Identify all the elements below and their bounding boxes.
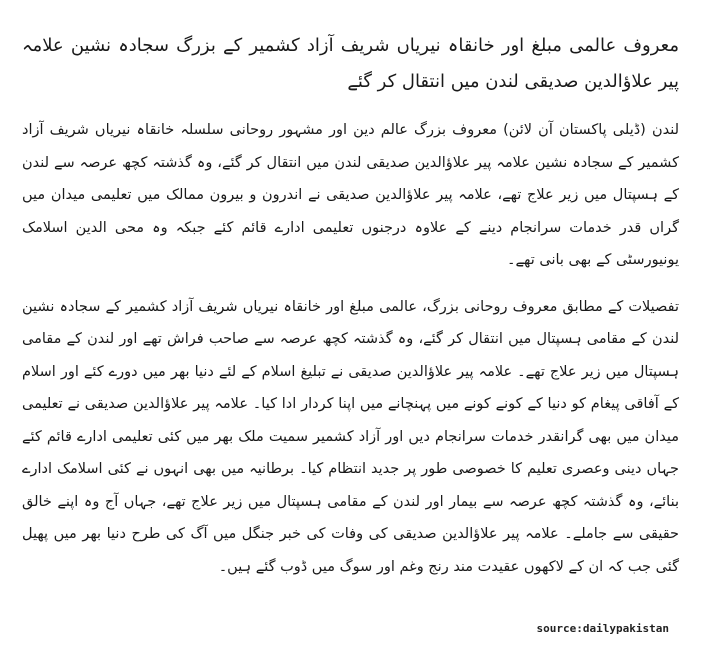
source-credit: source:dailypakistan bbox=[536, 622, 669, 635]
article-headline: معروف عالمی مبلغ اور خانقاہ نیریاں شریف آزاد کشمیر کے بزرگ سجادہ نشین علامہ پیر علاؤالدین صدیقی لندن میں انتقال کر گئے bbox=[22, 35, 679, 92]
article-paragraph-2: تفصیلات کے مطابق معروف روحانی بزرگ، عالمی مبلغ اور خانقاہ نیریاں شریف آزاد کشمیر کے سجادہ نشین لندن کے مقامی ہسپتال میں انتقال کر گئے، وہ گذشتہ کچھ عرصہ سے صاحب فراش تھے اور لندن کے مقامی ہسپتال میں زیر علاج تھے۔ علامہ پیر علاؤالدین صدیقی نے تبلیغ اسلام کے لئے دنیا بھر میں دورے کئے اور اسلام کے آفاقی پیغام کو دنیا کے کونے کونے میں پہنچانے میں اپنا کردار ادا کیا۔ علامہ پیر علاؤالدین صدیقی نے تعلیمی میدان میں بھی گرانقدر خدمات سرانجام دیں اور آزاد کشمیر سمیت ملک بھر میں کئی تعلیمی ادارے قائم کئے جہاں دینی وعصری تعلیم کا خصوصی طور پر جدید انتظام کیا۔ برطانیہ میں بھی انہوں نے کئی اسلامک ادارے بنائے، وہ گذشتہ کچھ عرصہ سے بیمار اور لندن کے مقامی ہسپتال میں زیر علاج تھے، جہاں آج وہ اپنے خالق حقیقی سے جاملے۔ علامہ پیر علاؤالدین صدیقی کی وفات کی خبر جنگل میں آگ کی طرح دنیا بھر میں پھیل گئی جب کہ ان کے لاکھوں عقیدت مند رنج وغم اور سوگ میں ڈوب گئے ہیں۔ bbox=[22, 298, 679, 575]
article-paragraph-1: لندن (ڈیلی پاکستان آن لائن) معروف بزرگ عالم دین اور مشہور روحانی سلسلہ خانقاہ نیریاں شریف آزاد کشمیر کے سجادہ نشین علامہ پیر علاؤالدین صدیقی لندن میں انتقال کر گئے، وہ گذشتہ کچھ عرصہ سے لندن کے ہسپتال میں زیر علاج تھے، علامہ پیر علاؤالدین صدیقی نے اندرون و بیرون ممالک میں تعلیمی میدان میں گراں قدر خدمات سرانجام دینے کے علاوہ درجنوں تعلیمی ادارے قائم کئے جبکہ وہ محی الدین اسلامک یونیورسٹی کے بھی بانی تھے۔ bbox=[22, 122, 679, 268]
